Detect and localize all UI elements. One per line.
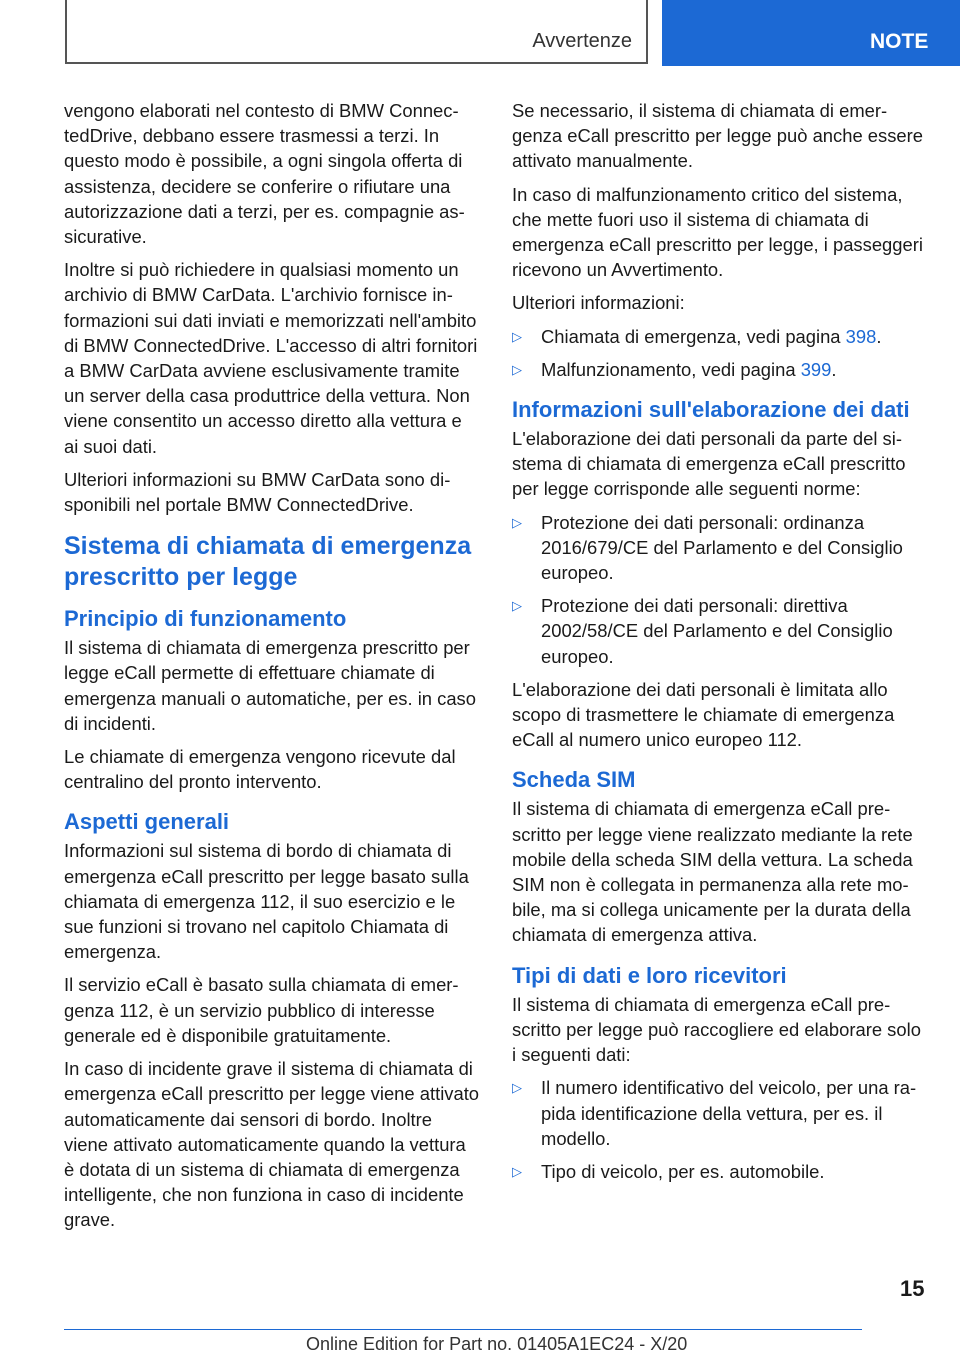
list-item-suffix: . [876,325,882,347]
paragraph: Ulteriori informazioni su BMW CarData sono disponibili nel portale BMW ConnectedDrive. [64,468,451,516]
paragraph: Informazioni sul sistema di bordo di chiamata di emergenza eCall prescritto per legge basato sulla chiamata di emergenza 112, il suo esercizio e le sue funzioni si trovano nel capitolo Chiamata di emergenza. [64,840,469,963]
paragraph: Il sistema di chiamata di emergenza prescritto per legge eCall permette di effettuare chiamate di emergenza manuali o automatiche, per es. in caso di incidenti. [64,637,476,734]
list-item-text: Protezione dei dati personali: ordinanza 2016/679/CE del Parlamento e del Consiglio europeo. [541,511,903,584]
paragraph: Il sistema di chiamata di emergenza eCall prescritto per legge viene realizzato mediante la rete mobile della scheda SIM della vettura. La scheda SIM non è collegata in permanenza alla rete mobile, ma si collega unicamente per la durata della chiamata di emergenza attiva. [512,798,913,946]
reference-list [512,324,930,382]
list-item-text: Chiamata di emergenza, vedi pagina [541,325,846,347]
paragraph: Le chiamate di emergenza vengono ricevute dal centralino del pronto intervento. [64,746,456,793]
list-item [512,1159,930,1184]
paragraph: L'elaborazione dei dati personali è limitata allo scopo di trasmettere le chiamate di emergenza eCall al numero unico europeo 112. [512,678,895,751]
list-item [512,1075,930,1151]
triangle-bullet-icon: ▷ [512,598,522,614]
paragraph: Ulteriori informazioni: [512,292,685,314]
header-section-title: Avvertenze [532,30,632,52]
data-list [512,1075,930,1184]
norms-list [512,510,930,669]
paragraph: Se necessario, il sistema di chiamata di emergenza eCall prescritto per legge può anche essere attivato manualmente. [512,100,923,172]
paragraph: In caso di malfunzionamento critico del sistema, che mette fuori uso il sistema di chiamata di emergenza eCall prescritto per legge, i passeggeri ricevono un Avvertimento. [512,183,923,281]
section-heading-ecall: Sistema di chiamata di emergenza prescritto per legge [64,532,472,592]
list-item [512,357,930,382]
list-item [512,324,930,349]
paragraph: Il sistema di chiamata di emergenza eCall prescritto per legge può raccogliere ed elaborare solo i seguenti dati: [512,993,921,1066]
triangle-bullet-icon: ▷ [512,1163,522,1179]
paragraph: Il servizio eCall è basato sulla chiamata di emergenza 112, è un servizio pubblico di interesse generale ed è disponibile gratuitamente. [64,974,459,1046]
paragraph: Inoltre si può richiedere in qualsiasi momento un archivio di BMW CarData. L'archivio fornisce informazioni sui dati inviati e memorizzati nell'ambito di BMW ConnectedDrive. L'accesso di altri fornitori a BMW CarData avviene esclusivamente tramite un server della casa produttrice della vettura. Non viene consentito un accesso diretto alla vettura e ai suoi dati. [64,259,478,457]
left-column [64,98,480,1241]
page-number: 15 [900,1276,925,1301]
list-item-text: Protezione dei dati personali: direttiva 2002/58/CE del Parlamento e del Consiglio europeo. [541,595,893,667]
subsection-heading-elaborazione: Informazioni sull'elaborazione dei dati [512,397,910,423]
subsection-heading-aspetti: Aspetti generali [64,809,230,835]
triangle-bullet-icon: ▷ [512,1080,522,1096]
list-item [512,593,930,669]
footer-edition: Online Edition for Part no. 01405A1EC24 - X/20 [306,1334,688,1354]
triangle-bullet-icon: ▷ [512,514,522,530]
list-item-text: Malfunzionamento, vedi pagina [541,358,801,380]
page-link-399[interactable]: 399 [800,358,832,380]
list-item [512,510,930,586]
footer-divider [64,1329,862,1330]
triangle-bullet-icon: ▷ [512,361,522,377]
paragraph: vengono elaborati nel contesto di BMW ConnectedDrive, debbano essere trasmessi a terzi. In questo modo è possibile, a ogni singola offerta di assistenza, decidere se conferire o rifiutare una autorizzazione dati a terzi, per es. compagnie assicurative. [64,100,465,248]
list-item-suffix: . [831,358,837,380]
paragraph: L'elaborazione dei dati personali da parte del sistema di chiamata di emergenza eCall prescritto per legge corrisponde alle seguenti norme: [512,428,906,500]
paragraph: In caso di incidente grave il sistema di chiamata di emergenza eCall prescritto per legge viene attivato automaticamente dai sensori di bordo. Inoltre viene attivato automaticamente quando la vettura è dotata di un sistema di chiamata di emergenza intelligente, che non funziona in caso di incidente grave. [64,1058,480,1231]
subsection-heading-sim: Scheda SIM [512,767,636,793]
page-link-398[interactable]: 398 [845,325,877,347]
list-item-text: Tipo di veicolo, per es. automobile. [541,1160,825,1182]
list-item-text: Il numero identificativo del veicolo, per una rapida identificazione della vettura, per es. il modello. [541,1077,917,1149]
header-tab-note: NOTE [662,0,960,66]
triangle-bullet-icon: ▷ [512,328,522,344]
right-column [512,98,930,1192]
header-frame [65,0,648,64]
subsection-heading-tipi: Tipi di dati e loro ricevitori [512,962,787,988]
subsection-heading-principio: Principio di funzionamento [64,606,347,632]
